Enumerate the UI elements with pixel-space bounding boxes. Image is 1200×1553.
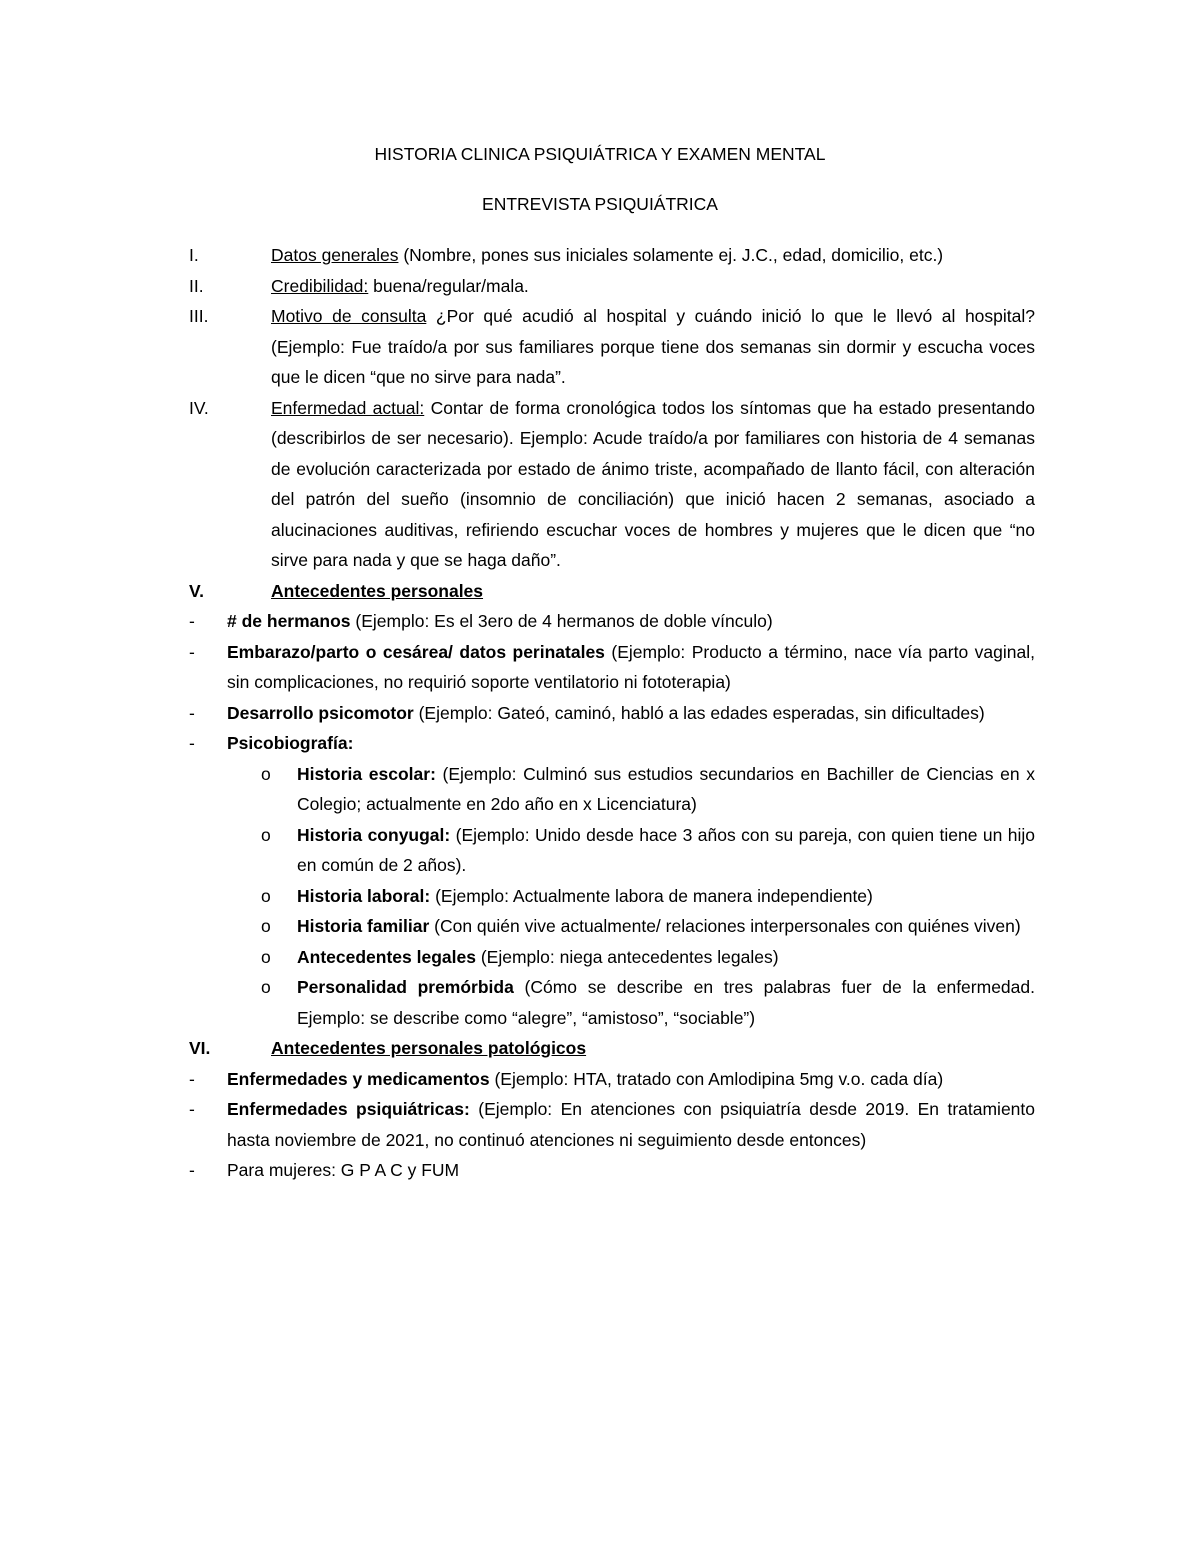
item-text: (Ejemplo: Actualmente labora de manera independiente)	[430, 885, 873, 906]
section-number: III.	[189, 306, 209, 326]
list-marker: o	[261, 916, 271, 936]
list-marker: o	[261, 946, 271, 967]
section-antecedentes-patologicos	[189, 1033, 1035, 1064]
item-label: Historia laboral:	[297, 885, 431, 906]
item-text: (Con quién vive actualmente/ relaciones interpersonales con quiénes viven)	[429, 916, 1021, 936]
item-text: (Ejemplo: HTA, tratado con Amlodipina 5mg v.o. cada día)	[489, 1068, 944, 1089]
list-item	[189, 1064, 1035, 1095]
list-item	[189, 820, 1035, 881]
pathological-history-list	[189, 1064, 1035, 1186]
list-item	[189, 1094, 1035, 1155]
section-heading: Antecedentes personales patológicos	[271, 1038, 587, 1058]
item-label: Historia familiar	[297, 916, 430, 936]
section-heading: Enfermedad actual:	[271, 397, 425, 418]
section-text: (Nombre, pones sus iniciales solamente ej. J.C., edad, domicilio, etc.)	[398, 245, 944, 265]
list-marker: -	[189, 1160, 195, 1180]
document-body	[189, 240, 1035, 1186]
list-marker: -	[189, 702, 195, 723]
list-marker: o	[261, 763, 271, 784]
list-marker: -	[189, 611, 195, 631]
list-marker: o	[261, 977, 271, 997]
item-label: Antecedentes legales	[297, 946, 476, 967]
list-item	[189, 881, 1035, 912]
section-number: VI.	[189, 1038, 211, 1058]
item-text: (Ejemplo: Gateó, caminó, habló a las edades esperadas, sin dificultades)	[413, 702, 985, 723]
section-motivo-consulta	[189, 301, 1035, 393]
list-marker: -	[189, 641, 195, 662]
list-marker: -	[189, 1068, 195, 1089]
item-label: # de hermanos	[227, 611, 351, 631]
section-heading: Antecedentes personales	[271, 580, 484, 601]
list-item	[189, 698, 1035, 729]
list-item	[189, 972, 1035, 1033]
item-text: (Ejemplo: Es el 3ero de 4 hermanos de doble vínculo)	[350, 611, 773, 631]
item-text: (Cómo se describe en tres palabras fuer de la enfermedad. Ejemplo: se describe como “alegre”, “amistoso”, “sociable”)	[297, 977, 1035, 1028]
item-text: (Ejemplo: En atenciones con psiquiatría desde 2019. En tratamiento hasta noviembre de 2021, no continuó atenciones ni seguimiento desde entonces)	[227, 1099, 1036, 1150]
list-item	[189, 637, 1035, 698]
list-item	[189, 759, 1035, 820]
item-text: Para mujeres: G P A C y FUM	[227, 1160, 460, 1180]
section-number: II.	[189, 275, 204, 296]
section-credibilidad	[189, 271, 1035, 302]
item-label: Enfermedades y medicamentos	[227, 1068, 490, 1089]
document-title: HISTORIA CLINICA PSIQUIÁTRICA Y EXAMEN MENTAL	[374, 144, 826, 164]
section-number: IV.	[189, 397, 209, 418]
item-label: Desarrollo psicomotor	[227, 702, 414, 723]
section-antecedentes-personales	[189, 576, 1035, 607]
section-text: buena/regular/mala.	[368, 275, 529, 296]
list-marker: o	[261, 885, 271, 906]
section-heading: Datos generales	[271, 245, 399, 265]
list-marker: -	[189, 1099, 195, 1119]
list-item	[189, 1155, 1035, 1186]
psicobiografia-list	[189, 759, 1035, 1034]
section-text: ¿Por qué acudió al hospital y cuándo inició lo que le llevó al hospital? (Ejemplo: Fue traído/a por sus familiares porque tiene dos semanas sin dormir y escucha voces que le dicen “que no sirve para nada”.	[271, 306, 1035, 387]
item-label: Psicobiografía:	[227, 733, 354, 753]
section-text: Contar de forma cronológica todos los síntomas que ha estado presentando (describirlos de ser necesario). Ejemplo: Acude traído/a por familiares con historia de 4 semanas de evolución caracterizada por estado de ánimo triste, acompañado de llanto fácil, con alteración del patrón del sueño (insomnio de conciliación) que inició hacen 2 semanas, asociado a alucinaciones auditivas, refiriendo escuchar voces de hombres y mujeres que le dicen que “no sirve para nada y que se haga daño”.	[271, 397, 1035, 570]
item-label: Enfermedades psiquiátricas:	[227, 1099, 470, 1119]
item-label: Embarazo/parto o cesárea/ datos perinatales	[227, 641, 605, 662]
list-item	[189, 606, 1035, 637]
document-subtitle: ENTREVISTA PSIQUIÁTRICA	[482, 194, 718, 214]
list-item	[189, 728, 1035, 759]
list-item	[189, 911, 1035, 942]
list-marker: -	[189, 733, 195, 753]
section-heading: Motivo de consulta	[271, 306, 427, 326]
section-heading: Credibilidad:	[271, 275, 369, 296]
section-number: V.	[189, 580, 204, 601]
item-text: (Ejemplo: niega antecedentes legales)	[475, 946, 779, 967]
list-item	[189, 942, 1035, 973]
item-text: (Ejemplo: Producto a término, nace vía parto vaginal, sin complicaciones, no requirió soporte ventilatorio ni fototerapia)	[227, 641, 1035, 692]
section-datos-generales	[189, 240, 1035, 271]
item-label: Personalidad premórbida	[297, 977, 514, 997]
item-text: (Ejemplo: Culminó sus estudios secundarios en Bachiller de Ciencias en x Colegio; actualmente en 2do año en x Licenciatura)	[297, 763, 1036, 814]
list-marker: o	[261, 824, 271, 845]
item-text: (Ejemplo: Unido desde hace 3 años con su pareja, con quien tiene un hijo en común de 2 años).	[297, 824, 1035, 875]
section-number: I.	[189, 245, 199, 265]
personal-history-list	[189, 606, 1035, 759]
item-label: Historia escolar:	[297, 763, 436, 784]
item-label: Historia conyugal:	[297, 824, 451, 845]
section-enfermedad-actual	[189, 393, 1035, 576]
